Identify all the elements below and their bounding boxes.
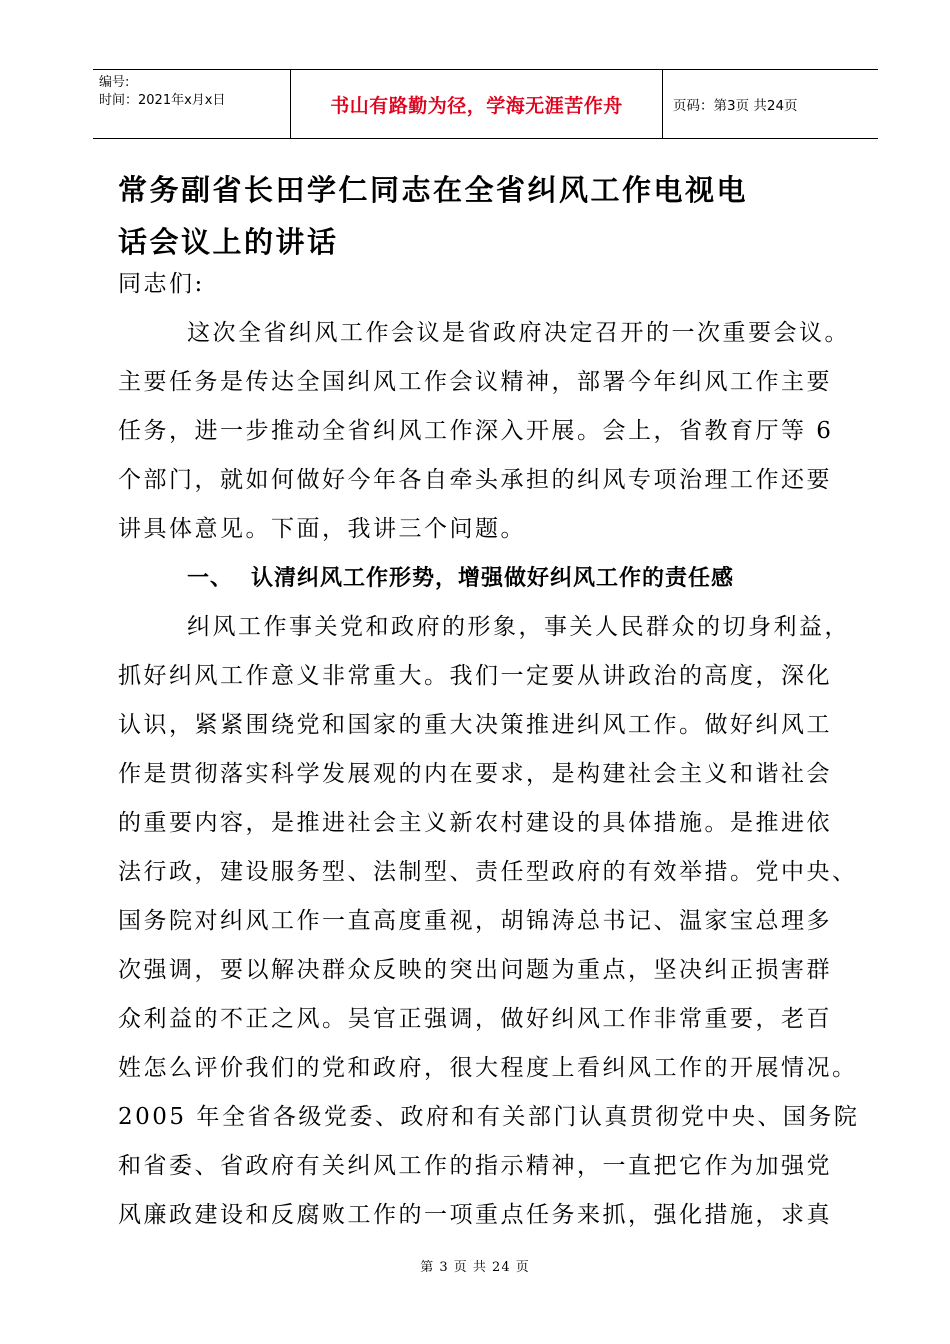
page-footer: 第 3 页 共 24 页 xyxy=(420,1260,530,1275)
document-title xyxy=(118,164,858,268)
document-header xyxy=(93,69,878,139)
paragraph-line: 任务，进一步推动全省纠风工作深入开展。会上，省教育厅等 6 xyxy=(118,418,834,444)
header-meta xyxy=(93,70,291,138)
paragraph-line: 讲具体意见。下面，我讲三个问题。 xyxy=(118,516,526,542)
salutation: 同志们: xyxy=(118,271,205,297)
paragraph-line: 和省委、省政府有关纠风工作的指示精神，一直把它作为加强党 xyxy=(118,1153,832,1179)
paragraph-line: 认识，紧紧围绕党和国家的重大决策推进纠风工作。做好纠风工 xyxy=(118,712,832,738)
paragraph-line: 纠风工作事关党和政府的形象，事关人民群众的切身利益， xyxy=(187,614,850,640)
paragraph-line: 作是贯彻落实科学发展观的内在要求，是构建社会主义和谐社会 xyxy=(118,761,832,787)
section-heading xyxy=(118,554,858,603)
paragraph-line: 国务院对纠风工作一直高度重视，胡锦涛总书记、温家宝总理多 xyxy=(118,908,832,934)
paragraph-line: 2005 年全省各级党委、政府和有关部门认真贯彻党中央、国务院 xyxy=(118,1104,860,1130)
paragraph-line: 姓怎么评价我们的党和政府，很大程度上看纠风工作的开展情况。 xyxy=(118,1055,858,1081)
title-line-2: 话会议上的讲话 xyxy=(118,225,339,259)
paragraph-line: 主要任务是传达全国纠风工作会议精神，部署今年纠风工作主要 xyxy=(118,369,832,395)
paragraph-line: 抓好纠风工作意义非常重大。我们一定要从讲政治的高度，深化 xyxy=(118,663,832,689)
document-body xyxy=(118,260,858,1240)
paragraph-line: 风廉政建设和反腐败工作的一项重点任务来抓，强化措施，求真 xyxy=(118,1202,832,1228)
paragraph-line: 的重要内容，是推进社会主义新农村建设的具体措施。是推进依 xyxy=(118,810,832,836)
title-line-1: 常务副省长田学仁同志在全省纠风工作电视电 xyxy=(118,173,749,207)
header-page-label: 页码：第3页 共24页 xyxy=(673,98,798,114)
paragraph-line: 众利益的不正之风。吴官正强调，做好纠风工作非常重要，老百 xyxy=(118,1006,832,1032)
section-heading-text: 认清纠风工作形势，增强做好纠风工作的责任感 xyxy=(251,566,735,591)
paragraph-line: 次强调，要以解决群众反映的突出问题为重点，坚决纠正损害群 xyxy=(118,957,832,983)
section-heading-number: 一、 xyxy=(187,566,234,591)
header-number-label: 编号: xyxy=(99,75,130,90)
paragraph-line: 这次全省纠风工作会议是省政府决定召开的一次重要会议。 xyxy=(187,320,850,346)
paragraph-line: 法行政，建设服务型、法制型、责任型政府的有效举措。党中央、 xyxy=(118,859,858,885)
paragraph-line: 个部门，就如何做好今年各自牵头承担的纠风专项治理工作还要 xyxy=(118,467,832,493)
header-time-label: 时间：2021年x月x日 xyxy=(99,93,226,108)
header-motto: 书山有路勤为径，学海无涯苦作舟 xyxy=(291,70,663,138)
